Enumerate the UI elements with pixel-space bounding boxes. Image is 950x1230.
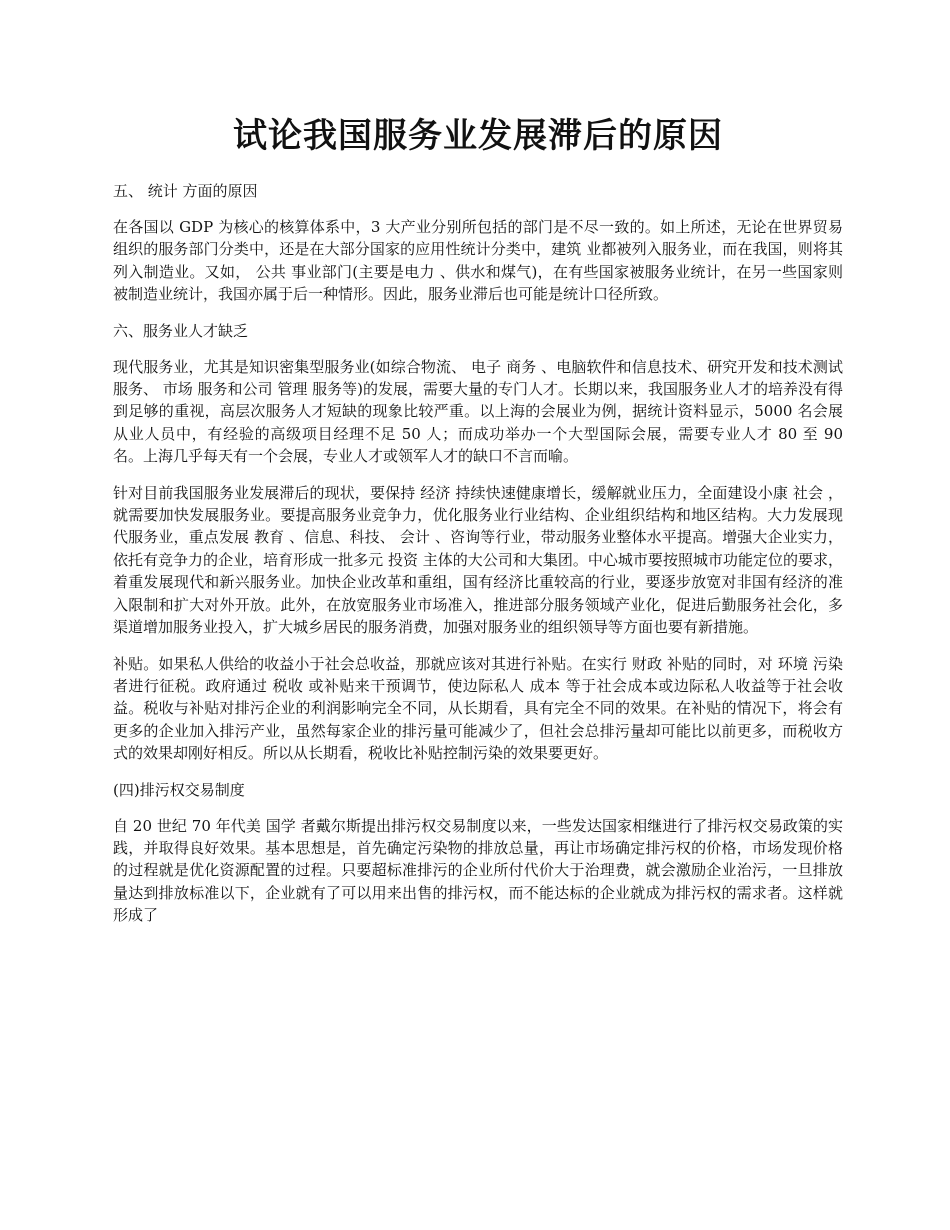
paragraph-subsidy: 补贴。如果私人供给的收益小于社会总收益，那就应该对其进行补贴。在实行 财政 补贴的同时，对 环境 污染者进行征税。政府通过 税收 或补贴来干预调节，使边际私人 成本 等于社会成本或边际私人收益等于社会收益。税收与补贴对排污企业的利润影响完全不同，从长期看，具有完全不同的效果。在补贴的情况下，将会有更多的企业加入排污产业，虽然每家企业的排污量可能减少了，但社会总排污量却可能比以前更多，而税收方式的效果却刚好相反。所以从长期看，税收比补贴控制污染的效果要更好。 xyxy=(113,654,843,763)
section-heading-talent: 六、服务业人才缺乏 xyxy=(113,321,249,340)
section-heading-emission-trading: (四)排污权交易制度 xyxy=(113,780,245,799)
section-heading-statistics: 五、 统计 方面的原因 xyxy=(113,182,258,200)
paragraph-talent: 现代服务业，尤其是知识密集型服务业(如综合物流、 电子 商务 、电脑软件和信息技术、研究开发和技术测试服务、 市场 服务和公司 管理 服务等)的发展，需要大量的专门人才。长期以来，我国服务业人才的培养没有得到足够的重视，高层次服务人才短缺的现象比较严重。以上海的会展业为例，据统计资料显示，5000 名会展从业人员中，有经验的高级项目经理不足 50 人；而成功举办一个大型国际会展，需要专业人才 80 至 90 名。上海几乎每天有一个会展，专业人才或领军人才的缺口不言而喻。 xyxy=(113,357,843,466)
paragraph-measures: 针对目前我国服务业发展滞后的现状，要保持 经济 持续快速健康增长，缓解就业压力，全面建设小康 社会 ，就需要加快发展服务业。要提高服务业竞争力，优化服务业行业结构、企业组织结构和地区结构。大力发展现代服务业，重点发展 教育 、信息、科技、 会计 、咨询等行业，带动服务业整体水平提高。增强大企业实力，依托有竞争力的企业，培育形成一批多元 投资 主体的大公司和大集团。中心城市要按照城市功能定位的要求，着重发展现代和新兴服务业。加快企业改革和重组，国有经济比重较高的行业，要逐步放宽对非国有经济的准入限制和扩大对外开放。此外，在放宽服务业市场准入，推进部分服务领域产业化，促进后勤服务社会化，多渠道增加服务业投入，扩大城乡居民的服务消费，加强对服务业的组织领导等方面也要有新措施。 xyxy=(113,483,843,637)
paragraph-emission-trading: 自 20 世纪 70 年代美 国学 者戴尔斯提出排污权交易制度以来，一些发达国家相继进行了排污权交易政策的实践，并取得良好效果。基本思想是，首先确定污染物的排放总量，再让市场确定排污权的价格，市场发现价格的过程就是优化资源配置的过程。只要超标准排污的企业所付代价大于治理费，就会激励企业治污，一旦排放量达到排放标准以下，企业就有了可以用来出售的排污权，而不能达标的企业就成为排污权的需求者。这样就形成了 xyxy=(113,816,843,925)
paragraph-statistics: 在各国以 GDP 为核心的核算体系中，3 大产业分别所包括的部门是不尽一致的。如上所述，无论在世界贸易组织的服务部门分类中，还是在大部分国家的应用性统计分类中，建筑 业都被列入服务业，而在我国，则将其列入制造业。又如， 公共 事业部门(主要是电力 、供水和煤气)，在有些国家被服务业统计，在另一些国家则被制造业统计，我国亦属于后一种情形。因此，服务业滞后也可能是统计口径所致。 xyxy=(113,218,843,304)
document-page xyxy=(113,110,843,941)
document-title: 试论我国服务业发展滞后的原因 xyxy=(233,116,723,156)
